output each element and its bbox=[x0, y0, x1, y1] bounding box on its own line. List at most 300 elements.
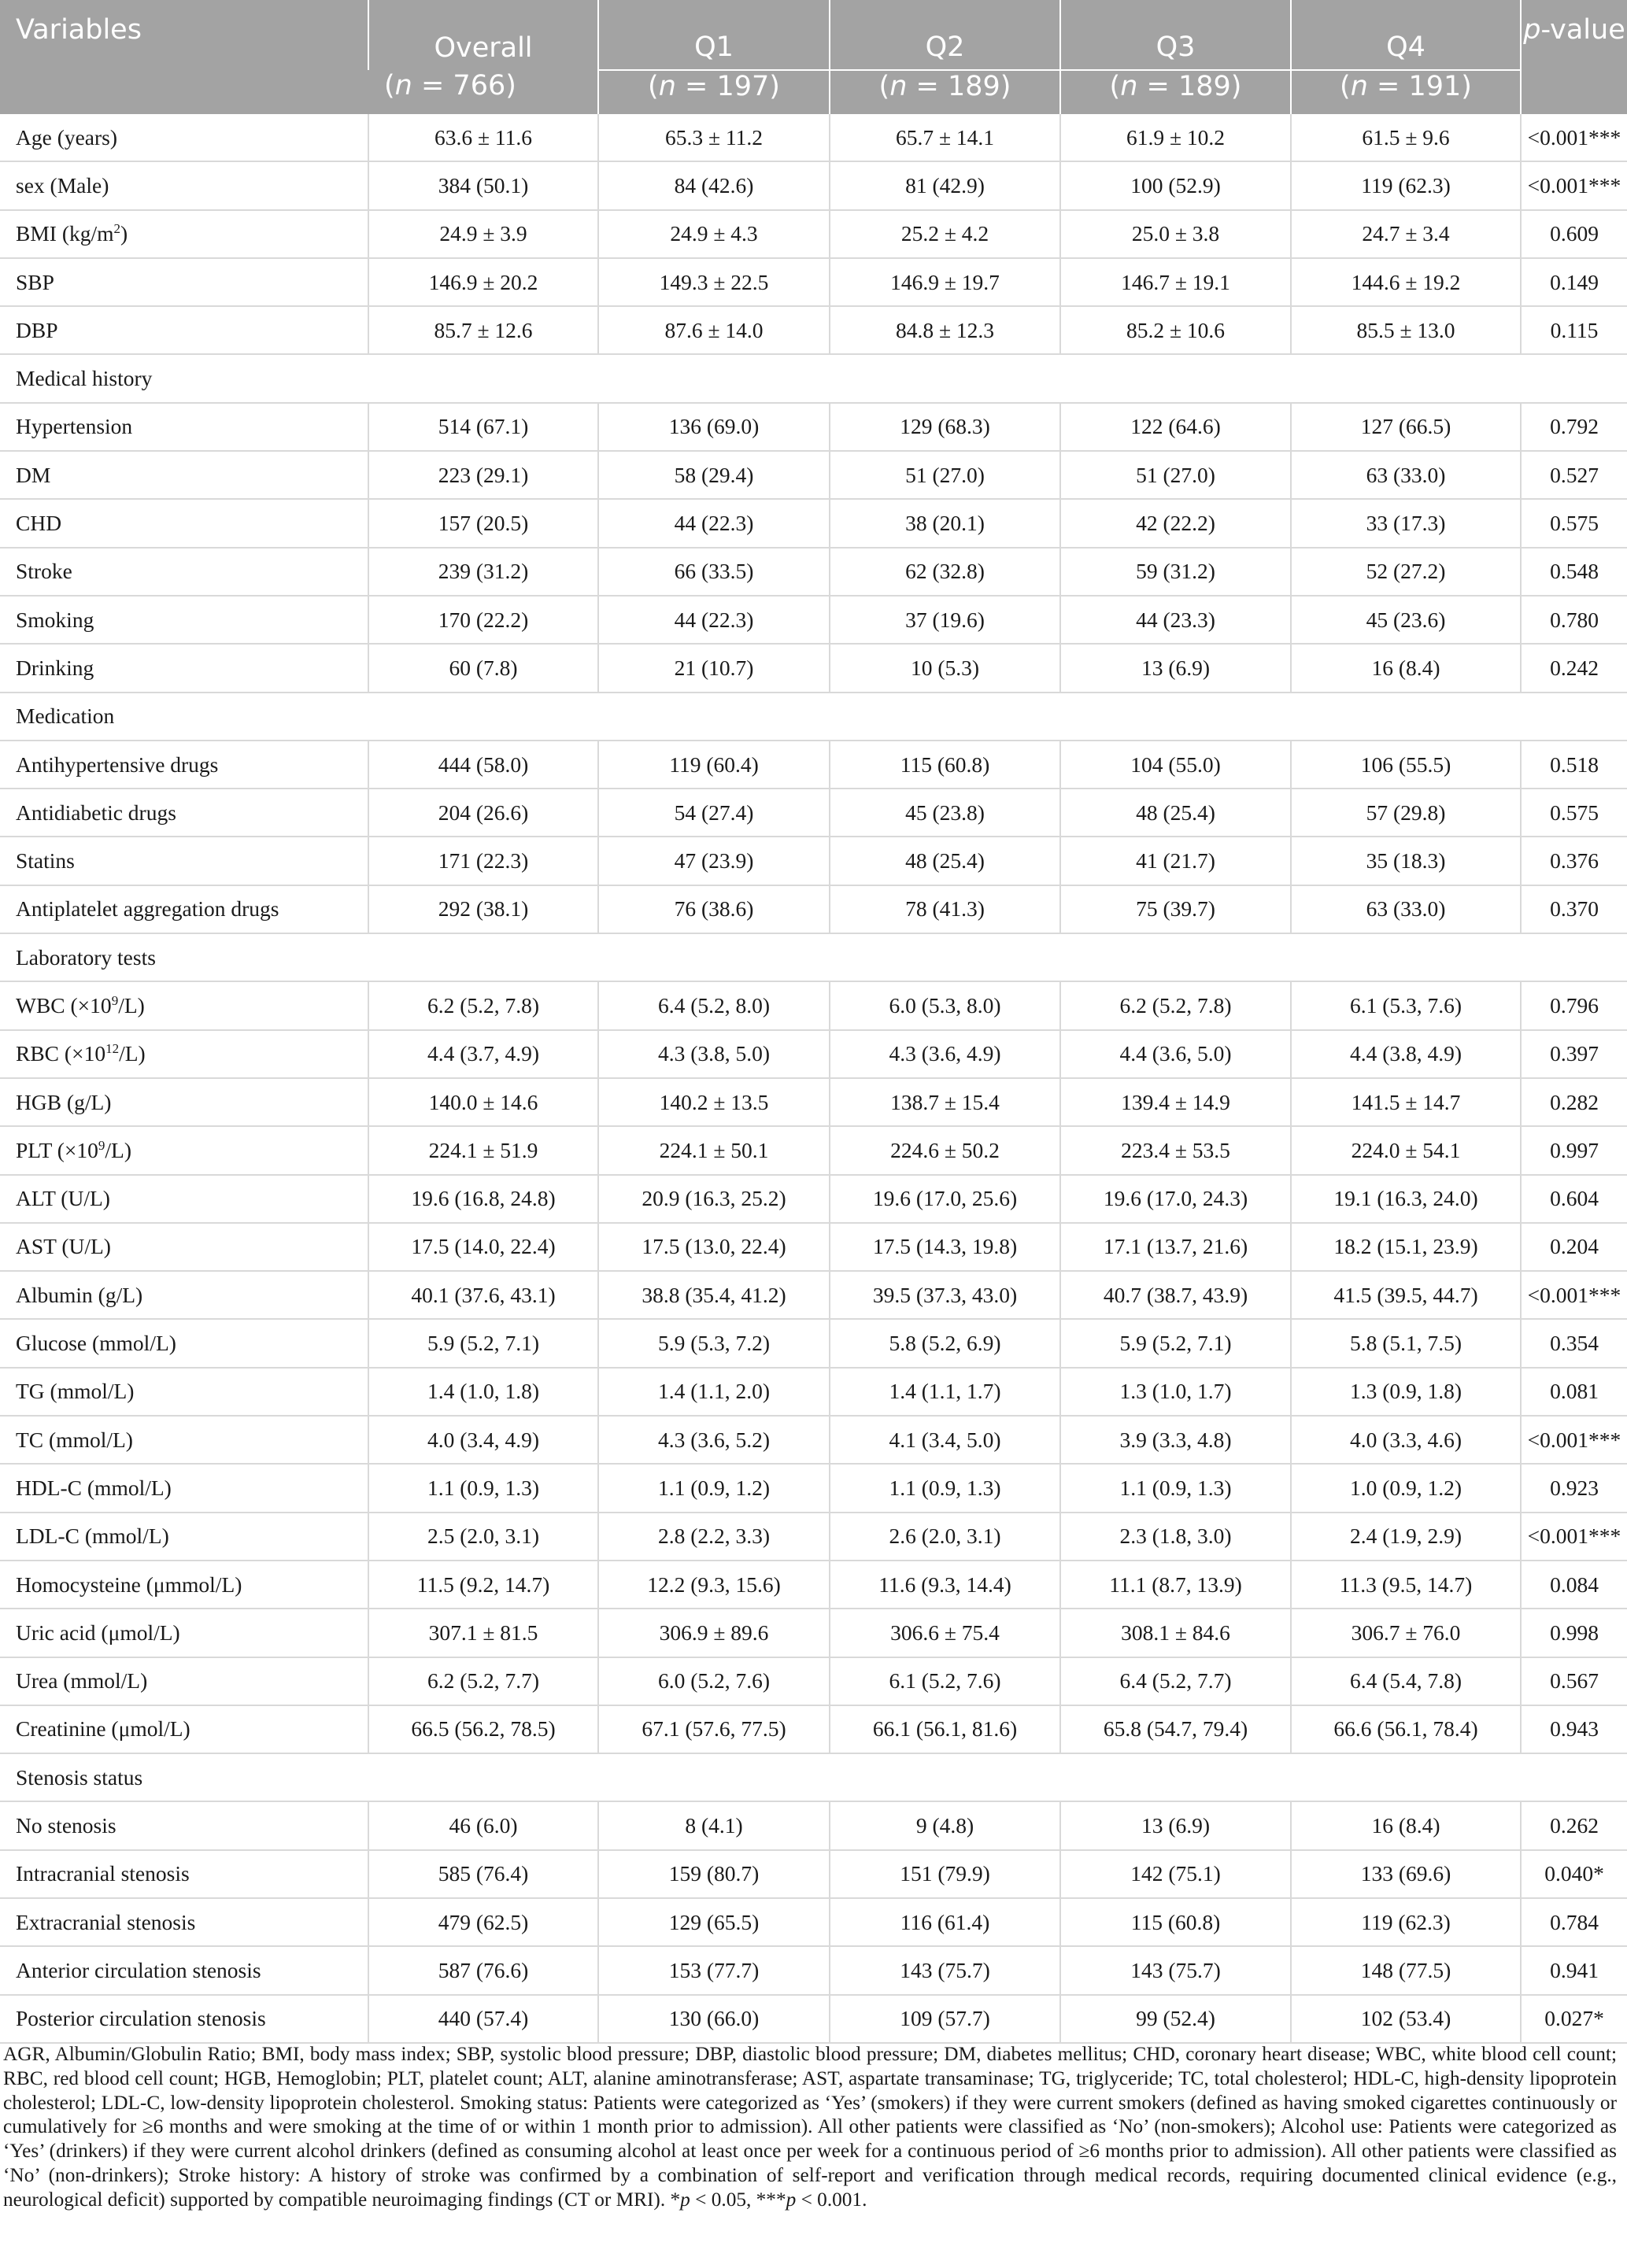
cell-q1: 38.8 (35.4, 41.2) bbox=[598, 1271, 830, 1319]
cell-q4: 102 (53.4) bbox=[1291, 1995, 1521, 2043]
cell-q1: 54 (27.4) bbox=[598, 789, 830, 837]
cell-p-value: 0.997 bbox=[1521, 1126, 1627, 1174]
cell-overall: 1.4 (1.0, 1.8) bbox=[368, 1368, 598, 1416]
table-row bbox=[0, 596, 1627, 644]
cell-q1: 5.9 (5.3, 7.2) bbox=[598, 1319, 830, 1367]
cell-p-value: 0.081 bbox=[1521, 1368, 1627, 1416]
cell-overall: 2.5 (2.0, 3.1) bbox=[368, 1513, 598, 1561]
table-row bbox=[0, 210, 1627, 258]
table-row bbox=[0, 1995, 1627, 2043]
cell-q1: 24.9 ± 4.3 bbox=[598, 210, 830, 258]
cell-q4: 33 (17.3) bbox=[1291, 499, 1521, 547]
table-row bbox=[0, 1561, 1627, 1609]
cell-q2: 45 (23.8) bbox=[830, 789, 1060, 837]
row-label: Creatinine (μmol/L) bbox=[0, 1705, 368, 1753]
cell-q3: 6.2 (5.2, 7.8) bbox=[1060, 981, 1291, 1029]
cell-q3: 13 (6.9) bbox=[1060, 1801, 1291, 1849]
table-row bbox=[0, 1850, 1627, 1898]
cell-q2: 25.2 ± 4.2 bbox=[830, 210, 1060, 258]
cell-q4: 5.8 (5.1, 7.5) bbox=[1291, 1319, 1521, 1367]
cell-q1: 84 (42.6) bbox=[598, 161, 830, 209]
header-p-value: p-value bbox=[1521, 0, 1627, 114]
table-row bbox=[0, 1368, 1627, 1416]
table-row bbox=[0, 1464, 1627, 1512]
cell-q1: 44 (22.3) bbox=[598, 499, 830, 547]
section-heading: Stenosis status bbox=[0, 1753, 1627, 1801]
row-label: RBC $(\times 10^{12}/L)$ bbox=[0, 1030, 368, 1078]
row-label: DM bbox=[0, 451, 368, 499]
cell-q3: 2.3 (1.8, 3.0) bbox=[1060, 1513, 1291, 1561]
cell-q1: 76 (38.6) bbox=[598, 885, 830, 933]
cell-q4: 19.1 (16.3, 24.0) bbox=[1291, 1175, 1521, 1223]
cell-q2: 62 (32.8) bbox=[830, 548, 1060, 596]
cell-q4: 45 (23.6) bbox=[1291, 596, 1521, 644]
cell-q2: 81 (42.9) bbox=[830, 161, 1060, 209]
cell-overall: 24.9 ± 3.9 bbox=[368, 210, 598, 258]
row-label: Albumin (g/L) bbox=[0, 1271, 368, 1319]
cell-q1: 87.6 ± 14.0 bbox=[598, 306, 830, 354]
row-label: Anterior circulation stenosis bbox=[0, 1946, 368, 1994]
cell-p-value: 0.941 bbox=[1521, 1946, 1627, 1994]
cell-q4: 6.1 (5.3, 7.6) bbox=[1291, 981, 1521, 1029]
cell-q2: 51 (27.0) bbox=[830, 451, 1060, 499]
cell-q2: 1.1 (0.9, 1.3) bbox=[830, 1464, 1060, 1512]
table-row bbox=[0, 1898, 1627, 1946]
cell-q3: 61.9 ± 10.2 bbox=[1060, 114, 1291, 161]
cell-q4: 63 (33.0) bbox=[1291, 885, 1521, 933]
table-row bbox=[0, 644, 1627, 692]
cell-q3: 6.4 (5.2, 7.7) bbox=[1060, 1657, 1291, 1705]
table-row bbox=[0, 403, 1627, 451]
cell-overall: 223 (29.1) bbox=[368, 451, 598, 499]
cell-p-value: 0.149 bbox=[1521, 258, 1627, 306]
cell-overall: 444 (58.0) bbox=[368, 741, 598, 789]
row-label: Hypertension bbox=[0, 403, 368, 451]
cell-p-value: <0.001*** bbox=[1521, 1271, 1627, 1319]
table-row bbox=[0, 451, 1627, 499]
cell-q3: 122 (64.6) bbox=[1060, 403, 1291, 451]
cell-q2: 6.0 (5.3, 8.0) bbox=[830, 981, 1060, 1029]
table-footnote: AGR, Albumin/Globulin Ratio; BMI, body mass index; SBP, systolic blood pressure; DBP, diastolic blood pressure; DM, diabetes mellitus; CHD, coronary heart disease; WBC, white blood cell count; RBC, red blood cell count; HGB, Hemoglobin; PLT, platelet count; ALT, alanine aminotransferase; AST, aspartate transaminase; TG, triglyceride; TC, total cholesterol; HDL-C, high-density lipoprotein cholesterol; LDL-C, low-density lipoprotein cholesterol. Smoking status: Patients were categorized as ‘Yes’ (smokers) if they were current smokers (defined as having smoked cigarettes continuously or cumulatively for ≥6 months and were smoking at the time of or within 1 month prior to admission). All other patients were classified as ‘No’ (non-smokers); Alcohol use: Patients were categorized as ‘Yes’ (drinkers) if they were current alcohol drinkers (defined as consuming alcohol at least once per week for a continuous period of ≥6 months prior to admission). All other patients were classified as ‘No’ (non-drinkers); Stroke history: A history of stroke was confirmed by a combination of self-report and verification through medical records, requiring documented clinical evidence (e.g., neurological deficit) supported by compatible neuroimaging findings (CT or MRI). *p < 0.05, ***p < 0.001. bbox=[3, 2043, 1617, 2211]
header-overall-n: (n = 766) bbox=[368, 70, 598, 114]
cell-q1: 1.4 (1.1, 2.0) bbox=[598, 1368, 830, 1416]
cell-overall: 514 (67.1) bbox=[368, 403, 598, 451]
cell-q4: 63 (33.0) bbox=[1291, 451, 1521, 499]
cell-p-value: 0.027* bbox=[1521, 1995, 1627, 2043]
row-label: Smoking bbox=[0, 596, 368, 644]
row-label: Age (years) bbox=[0, 114, 368, 161]
cell-q3: 223.4 ± 53.5 bbox=[1060, 1126, 1291, 1174]
cell-p-value: 0.354 bbox=[1521, 1319, 1627, 1367]
cell-p-value: 0.609 bbox=[1521, 210, 1627, 258]
cell-q2: 306.6 ± 75.4 bbox=[830, 1609, 1060, 1657]
cell-q1: 306.9 ± 89.6 bbox=[598, 1609, 830, 1657]
row-label: Stroke bbox=[0, 548, 368, 596]
row-label: SBP bbox=[0, 258, 368, 306]
cell-p-value: 0.780 bbox=[1521, 596, 1627, 644]
row-label: LDL-C (mmol/L) bbox=[0, 1513, 368, 1561]
cell-p-value: 0.282 bbox=[1521, 1078, 1627, 1126]
cell-q4: 141.5 ± 14.7 bbox=[1291, 1078, 1521, 1126]
table-row bbox=[0, 499, 1627, 547]
cell-q1: 6.0 (5.2, 7.6) bbox=[598, 1657, 830, 1705]
cell-p-value: 0.784 bbox=[1521, 1898, 1627, 1946]
cell-q3: 1.1 (0.9, 1.3) bbox=[1060, 1464, 1291, 1512]
cell-q4: 6.4 (5.4, 7.8) bbox=[1291, 1657, 1521, 1705]
cell-p-value: <0.001*** bbox=[1521, 1513, 1627, 1561]
cell-overall: 85.7 ± 12.6 bbox=[368, 306, 598, 354]
cell-q4: 16 (8.4) bbox=[1291, 644, 1521, 692]
table-row bbox=[0, 885, 1627, 933]
table-row bbox=[0, 789, 1627, 837]
cell-q2: 143 (75.7) bbox=[830, 1946, 1060, 1994]
table-row bbox=[0, 258, 1627, 306]
cell-q1: 58 (29.4) bbox=[598, 451, 830, 499]
cell-q3: 11.1 (8.7, 13.9) bbox=[1060, 1561, 1291, 1609]
row-label: WBC $(\times 10^9/L)$ bbox=[0, 981, 368, 1029]
cell-q2: 39.5 (37.3, 43.0) bbox=[830, 1271, 1060, 1319]
cell-q3: 19.6 (17.0, 24.3) bbox=[1060, 1175, 1291, 1223]
cell-q1: 6.4 (5.2, 8.0) bbox=[598, 981, 830, 1029]
cell-p-value: 0.084 bbox=[1521, 1561, 1627, 1609]
cell-overall: 170 (22.2) bbox=[368, 596, 598, 644]
cell-q4: 52 (27.2) bbox=[1291, 548, 1521, 596]
cell-q2: 66.1 (56.1, 81.6) bbox=[830, 1705, 1060, 1753]
cell-q3: 1.3 (1.0, 1.7) bbox=[1060, 1368, 1291, 1416]
cell-q3: 146.7 ± 19.1 bbox=[1060, 258, 1291, 306]
cell-q1: 153 (77.7) bbox=[598, 1946, 830, 1994]
cell-q3: 139.4 ± 14.9 bbox=[1060, 1078, 1291, 1126]
cell-p-value: 0.376 bbox=[1521, 837, 1627, 885]
section-heading: Medical history bbox=[0, 354, 1627, 402]
cell-q4: 61.5 ± 9.6 bbox=[1291, 114, 1521, 161]
cell-overall: 239 (31.2) bbox=[368, 548, 598, 596]
cell-overall: 1.1 (0.9, 1.3) bbox=[368, 1464, 598, 1512]
cell-q2: 38 (20.1) bbox=[830, 499, 1060, 547]
cell-overall: 307.1 ± 81.5 bbox=[368, 1609, 598, 1657]
cell-q2: 9 (4.8) bbox=[830, 1801, 1060, 1849]
cell-overall: 157 (20.5) bbox=[368, 499, 598, 547]
cell-overall: 171 (22.3) bbox=[368, 837, 598, 885]
cell-p-value: <0.001*** bbox=[1521, 1416, 1627, 1464]
cell-q2: 6.1 (5.2, 7.6) bbox=[830, 1657, 1060, 1705]
header-q1: Q1 bbox=[598, 0, 830, 70]
cell-q1: 130 (66.0) bbox=[598, 1995, 830, 2043]
cell-overall: 6.2 (5.2, 7.8) bbox=[368, 981, 598, 1029]
cell-p-value: 0.204 bbox=[1521, 1223, 1627, 1271]
section-row bbox=[0, 693, 1627, 741]
section-heading: Medication bbox=[0, 693, 1627, 741]
header-q4-n: (n = 191) bbox=[1291, 70, 1521, 114]
cell-q4: 16 (8.4) bbox=[1291, 1801, 1521, 1849]
cell-q3: 115 (60.8) bbox=[1060, 1898, 1291, 1946]
cell-q2: 48 (25.4) bbox=[830, 837, 1060, 885]
cell-q4: 4.4 (3.8, 4.9) bbox=[1291, 1030, 1521, 1078]
cell-p-value: 0.242 bbox=[1521, 644, 1627, 692]
table-row bbox=[0, 1271, 1627, 1319]
cell-q2: 146.9 ± 19.7 bbox=[830, 258, 1060, 306]
cell-q3: 308.1 ± 84.6 bbox=[1060, 1609, 1291, 1657]
cell-q1: 44 (22.3) bbox=[598, 596, 830, 644]
cell-q4: 35 (18.3) bbox=[1291, 837, 1521, 885]
cell-q3: 44 (23.3) bbox=[1060, 596, 1291, 644]
cell-q4: 1.3 (0.9, 1.8) bbox=[1291, 1368, 1521, 1416]
cell-q3: 25.0 ± 3.8 bbox=[1060, 210, 1291, 258]
cell-q4: 11.3 (9.5, 14.7) bbox=[1291, 1561, 1521, 1609]
header-q2: Q2 bbox=[830, 0, 1060, 70]
row-label: HGB (g/L) bbox=[0, 1078, 368, 1126]
cell-overall: 585 (76.4) bbox=[368, 1850, 598, 1898]
cell-q4: 57 (29.8) bbox=[1291, 789, 1521, 837]
cell-q3: 51 (27.0) bbox=[1060, 451, 1291, 499]
cell-q1: 17.5 (13.0, 22.4) bbox=[598, 1223, 830, 1271]
table-row bbox=[0, 1416, 1627, 1464]
cell-p-value: <0.001*** bbox=[1521, 114, 1627, 161]
row-label: Antihypertensive drugs bbox=[0, 741, 368, 789]
cell-q2: 4.3 (3.6, 4.9) bbox=[830, 1030, 1060, 1078]
cell-overall: 140.0 ± 14.6 bbox=[368, 1078, 598, 1126]
cell-overall: 224.1 ± 51.9 bbox=[368, 1126, 598, 1174]
table-row bbox=[0, 306, 1627, 354]
cell-q1: 1.1 (0.9, 1.2) bbox=[598, 1464, 830, 1512]
cell-q4: 18.2 (15.1, 23.9) bbox=[1291, 1223, 1521, 1271]
cell-p-value: 0.527 bbox=[1521, 451, 1627, 499]
cell-overall: 479 (62.5) bbox=[368, 1898, 598, 1946]
cell-p-value: 0.923 bbox=[1521, 1464, 1627, 1512]
table-row bbox=[0, 114, 1627, 161]
table-row bbox=[0, 1801, 1627, 1849]
row-label: Statins bbox=[0, 837, 368, 885]
table-row bbox=[0, 1078, 1627, 1126]
header-variables: Variables bbox=[0, 0, 368, 114]
cell-q2: 11.6 (9.3, 14.4) bbox=[830, 1561, 1060, 1609]
cell-q4: 133 (69.6) bbox=[1291, 1850, 1521, 1898]
cell-q3: 4.4 (3.6, 5.0) bbox=[1060, 1030, 1291, 1078]
cell-q4: 127 (66.5) bbox=[1291, 403, 1521, 451]
table-row bbox=[0, 741, 1627, 789]
cell-q1: 136 (69.0) bbox=[598, 403, 830, 451]
cell-overall: 40.1 (37.6, 43.1) bbox=[368, 1271, 598, 1319]
cell-p-value: 0.998 bbox=[1521, 1609, 1627, 1657]
cell-q3: 41 (21.7) bbox=[1060, 837, 1291, 885]
cell-q4: 1.0 (0.9, 1.2) bbox=[1291, 1464, 1521, 1512]
row-label: DBP bbox=[0, 306, 368, 354]
section-heading: Laboratory tests bbox=[0, 933, 1627, 981]
table-row bbox=[0, 1030, 1627, 1078]
cell-overall: 4.0 (3.4, 4.9) bbox=[368, 1416, 598, 1464]
cell-p-value: <0.001*** bbox=[1521, 161, 1627, 209]
cell-q2: 5.8 (5.2, 6.9) bbox=[830, 1319, 1060, 1367]
cell-q4: 4.0 (3.3, 4.6) bbox=[1291, 1416, 1521, 1464]
cell-p-value: 0.370 bbox=[1521, 885, 1627, 933]
cell-overall: 4.4 (3.7, 4.9) bbox=[368, 1030, 598, 1078]
cell-q2: 78 (41.3) bbox=[830, 885, 1060, 933]
cell-q1: 12.2 (9.3, 15.6) bbox=[598, 1561, 830, 1609]
cell-q1: 2.8 (2.2, 3.3) bbox=[598, 1513, 830, 1561]
table-row bbox=[0, 981, 1627, 1029]
cell-q4: 2.4 (1.9, 2.9) bbox=[1291, 1513, 1521, 1561]
cell-overall: 11.5 (9.2, 14.7) bbox=[368, 1561, 598, 1609]
table-row bbox=[0, 548, 1627, 596]
cell-overall: 204 (26.6) bbox=[368, 789, 598, 837]
row-label: Homocysteine (μmmol/L) bbox=[0, 1561, 368, 1609]
cell-p-value: 0.518 bbox=[1521, 741, 1627, 789]
table-row bbox=[0, 1175, 1627, 1223]
cell-q4: 119 (62.3) bbox=[1291, 161, 1521, 209]
cell-q1: 129 (65.5) bbox=[598, 1898, 830, 1946]
cell-q3: 40.7 (38.7, 43.9) bbox=[1060, 1271, 1291, 1319]
cell-q3: 85.2 ± 10.6 bbox=[1060, 306, 1291, 354]
cell-q2: 115 (60.8) bbox=[830, 741, 1060, 789]
cell-overall: 17.5 (14.0, 22.4) bbox=[368, 1223, 598, 1271]
cell-overall: 146.9 ± 20.2 bbox=[368, 258, 598, 306]
cell-q1: 4.3 (3.8, 5.0) bbox=[598, 1030, 830, 1078]
cell-q3: 17.1 (13.7, 21.6) bbox=[1060, 1223, 1291, 1271]
row-label: TC (mmol/L) bbox=[0, 1416, 368, 1464]
row-label: PLT $(\times 10^9/L)$ bbox=[0, 1126, 368, 1174]
cell-p-value: 0.575 bbox=[1521, 499, 1627, 547]
cell-q3: 99 (52.4) bbox=[1060, 1995, 1291, 2043]
table-row bbox=[0, 1513, 1627, 1561]
cell-q3: 75 (39.7) bbox=[1060, 885, 1291, 933]
cell-q1: 159 (80.7) bbox=[598, 1850, 830, 1898]
section-row bbox=[0, 933, 1627, 981]
row-label: AST (U/L) bbox=[0, 1223, 368, 1271]
cell-q3: 59 (31.2) bbox=[1060, 548, 1291, 596]
cell-overall: 46 (6.0) bbox=[368, 1801, 598, 1849]
cell-p-value: 0.604 bbox=[1521, 1175, 1627, 1223]
cell-q4: 144.6 ± 19.2 bbox=[1291, 258, 1521, 306]
cell-q4: 24.7 ± 3.4 bbox=[1291, 210, 1521, 258]
cell-overall: 6.2 (5.2, 7.7) bbox=[368, 1657, 598, 1705]
cell-q3: 104 (55.0) bbox=[1060, 741, 1291, 789]
cell-q2: 129 (68.3) bbox=[830, 403, 1060, 451]
row-label: Uric acid (μmol/L) bbox=[0, 1609, 368, 1657]
cell-q3: 42 (22.2) bbox=[1060, 499, 1291, 547]
cell-q3: 3.9 (3.3, 4.8) bbox=[1060, 1416, 1291, 1464]
cell-q1: 47 (23.9) bbox=[598, 837, 830, 885]
cell-q1: 140.2 ± 13.5 bbox=[598, 1078, 830, 1126]
cell-overall: 440 (57.4) bbox=[368, 1995, 598, 2043]
cell-q1: 224.1 ± 50.1 bbox=[598, 1126, 830, 1174]
cell-q4: 85.5 ± 13.0 bbox=[1291, 306, 1521, 354]
row-label: Urea (mmol/L) bbox=[0, 1657, 368, 1705]
cell-q4: 224.0 ± 54.1 bbox=[1291, 1126, 1521, 1174]
cell-q4: 306.7 ± 76.0 bbox=[1291, 1609, 1521, 1657]
row-label: Glucose (mmol/L) bbox=[0, 1319, 368, 1367]
cell-overall: 5.9 (5.2, 7.1) bbox=[368, 1319, 598, 1367]
header-overall: Overall bbox=[368, 0, 598, 70]
cell-q2: 37 (19.6) bbox=[830, 596, 1060, 644]
cell-overall: 587 (76.6) bbox=[368, 1946, 598, 1994]
table-row bbox=[0, 1705, 1627, 1753]
cell-p-value: 0.575 bbox=[1521, 789, 1627, 837]
cell-q2: 151 (79.9) bbox=[830, 1850, 1060, 1898]
header-q3: Q3 bbox=[1060, 0, 1291, 70]
table-row bbox=[0, 1223, 1627, 1271]
cell-overall: 384 (50.1) bbox=[368, 161, 598, 209]
cell-q1: 20.9 (16.3, 25.2) bbox=[598, 1175, 830, 1223]
cell-q4: 106 (55.5) bbox=[1291, 741, 1521, 789]
row-label: Drinking bbox=[0, 644, 368, 692]
header-q1-n: (n = 197) bbox=[598, 70, 830, 114]
cell-q2: 2.6 (2.0, 3.1) bbox=[830, 1513, 1060, 1561]
table-row bbox=[0, 1609, 1627, 1657]
cell-overall: 19.6 (16.8, 24.8) bbox=[368, 1175, 598, 1223]
cell-q3: 5.9 (5.2, 7.1) bbox=[1060, 1319, 1291, 1367]
section-row bbox=[0, 354, 1627, 402]
cell-q2: 19.6 (17.0, 25.6) bbox=[830, 1175, 1060, 1223]
cell-q2: 10 (5.3) bbox=[830, 644, 1060, 692]
cell-q2: 17.5 (14.3, 19.8) bbox=[830, 1223, 1060, 1271]
row-label: No stenosis bbox=[0, 1801, 368, 1849]
cell-p-value: 0.115 bbox=[1521, 306, 1627, 354]
table-row bbox=[0, 1319, 1627, 1367]
cell-overall: 66.5 (56.2, 78.5) bbox=[368, 1705, 598, 1753]
cell-q3: 142 (75.1) bbox=[1060, 1850, 1291, 1898]
row-label: CHD bbox=[0, 499, 368, 547]
row-label: BMI $(kg/m^2)$ bbox=[0, 210, 368, 258]
row-label: Antidiabetic drugs bbox=[0, 789, 368, 837]
cell-q2: 224.6 ± 50.2 bbox=[830, 1126, 1060, 1174]
table-row bbox=[0, 161, 1627, 209]
cell-q3: 13 (6.9) bbox=[1060, 644, 1291, 692]
cell-q3: 143 (75.7) bbox=[1060, 1946, 1291, 1994]
row-label: ALT (U/L) bbox=[0, 1175, 368, 1223]
cell-p-value: 0.397 bbox=[1521, 1030, 1627, 1078]
cell-p-value: 0.262 bbox=[1521, 1801, 1627, 1849]
row-label: Posterior circulation stenosis bbox=[0, 1995, 368, 2043]
cell-overall: 63.6 ± 11.6 bbox=[368, 114, 598, 161]
cell-q1: 119 (60.4) bbox=[598, 741, 830, 789]
cell-q2: 65.7 ± 14.1 bbox=[830, 114, 1060, 161]
cell-q1: 4.3 (3.6, 5.2) bbox=[598, 1416, 830, 1464]
cell-p-value: 0.567 bbox=[1521, 1657, 1627, 1705]
table-body bbox=[0, 114, 1627, 2043]
header-q3-n: (n = 189) bbox=[1060, 70, 1291, 114]
cell-overall: 292 (38.1) bbox=[368, 885, 598, 933]
cell-overall: 60 (7.8) bbox=[368, 644, 598, 692]
cell-q1: 21 (10.7) bbox=[598, 644, 830, 692]
cell-p-value: 0.040* bbox=[1521, 1850, 1627, 1898]
cell-q4: 119 (62.3) bbox=[1291, 1898, 1521, 1946]
row-label: TG (mmol/L) bbox=[0, 1368, 368, 1416]
cell-q1: 8 (4.1) bbox=[598, 1801, 830, 1849]
cell-p-value: 0.792 bbox=[1521, 403, 1627, 451]
cell-q1: 66 (33.5) bbox=[598, 548, 830, 596]
cell-q4: 148 (77.5) bbox=[1291, 1946, 1521, 1994]
row-label: Intracranial stenosis bbox=[0, 1850, 368, 1898]
cell-q2: 84.8 ± 12.3 bbox=[830, 306, 1060, 354]
table-row bbox=[0, 1657, 1627, 1705]
cell-q4: 41.5 (39.5, 44.7) bbox=[1291, 1271, 1521, 1319]
cell-q2: 4.1 (3.4, 5.0) bbox=[830, 1416, 1060, 1464]
row-label: Antiplatelet aggregation drugs bbox=[0, 885, 368, 933]
cell-q2: 1.4 (1.1, 1.7) bbox=[830, 1368, 1060, 1416]
cell-q3: 100 (52.9) bbox=[1060, 161, 1291, 209]
row-label: HDL-C (mmol/L) bbox=[0, 1464, 368, 1512]
cell-q1: 65.3 ± 11.2 bbox=[598, 114, 830, 161]
cell-q1: 149.3 ± 22.5 bbox=[598, 258, 830, 306]
cell-q3: 48 (25.4) bbox=[1060, 789, 1291, 837]
cell-p-value: 0.548 bbox=[1521, 548, 1627, 596]
row-label: Extracranial stenosis bbox=[0, 1898, 368, 1946]
cell-q1: 67.1 (57.6, 77.5) bbox=[598, 1705, 830, 1753]
cell-q2: 116 (61.4) bbox=[830, 1898, 1060, 1946]
header-q4: Q4 bbox=[1291, 0, 1521, 70]
header-q2-n: (n = 189) bbox=[830, 70, 1060, 114]
cell-p-value: 0.943 bbox=[1521, 1705, 1627, 1753]
